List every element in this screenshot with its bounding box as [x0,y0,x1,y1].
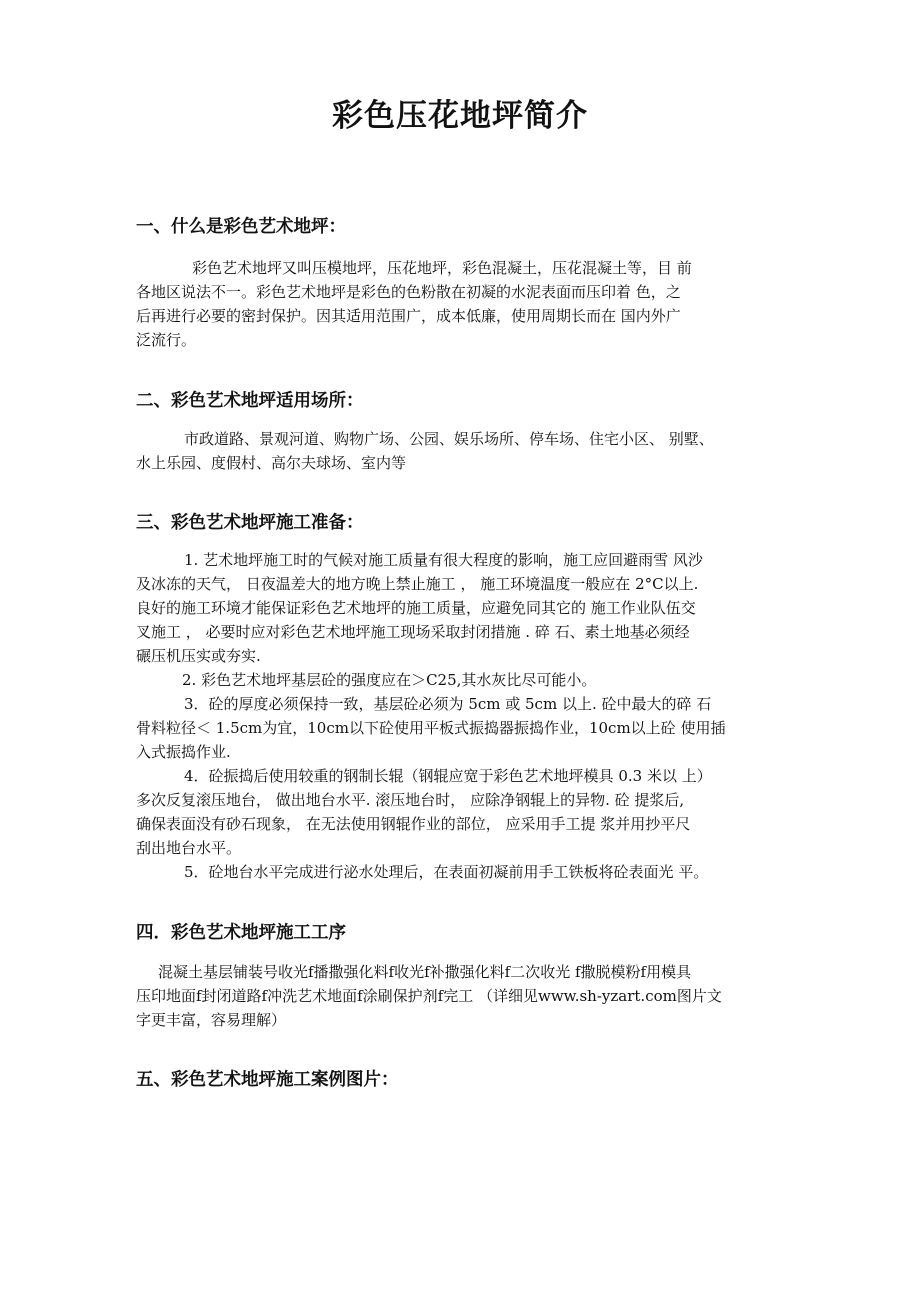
section-3-line-8: 骨料粒径＜ 1.5cm为宜，10cm以下砼使用平板式振捣器振捣作业，10cm以上砼 使用插 [136,719,726,737]
section-4-line-1: 混凝土基层铺装号收光f播撒强化料f收光f补撒强化料f二次收光 f撒脱模粉f用模具 [158,963,692,981]
section-3-line-6: 2. 彩色艺术地坪基层砼的强度应在＞C25,其水灰比尽可能小。 [182,671,597,689]
section-3-line-5: 碾压机压实或夯实. [136,647,261,665]
section-3-line-10: 4．砼振捣后使用较重的钢制长辊（钢辊应宽于彩色艺术地坪模具 0.3 米以 上） [184,767,712,785]
section-3-line-11: 多次反复滚压地台， 做出地台水平. 滚压地台时， 应除净钢辊上的异物. 砼 提浆后, [136,791,685,809]
section-1-body [136,256,816,352]
section-3-line-3: 良好的施工环境才能保证彩色艺术地坪的施工质量，应避免同其它的 施工作业队伍交 [136,599,696,617]
section-3-line-12: 确保表面没有砂石现象， 在无法使用钢辊作业的部位， 应采用手工提 浆并用抄平尺 [136,815,691,833]
section-1-line-1: 彩色艺术地坪又叫压模地坪，压花地坪，彩色混凝土，压花混凝土等，目 前 [192,259,692,277]
section-3-line-4: 叉施工 ， 必要时应对彩色艺术地坪施工现场采取封闭措施 . 碎 石、素土地基必须经 [136,623,690,641]
section-2-heading: 二、彩色艺术地坪适用场所： [136,391,364,411]
section-1-line-2: 各地区说法不一。彩色艺术地坪是彩色的色粉散在初凝的水泥表面而压印着 色，之 [136,283,681,301]
section-4-line-2: 压印地面f封闭道路f冲洗艺术地面f涂刷保护剂f完工 （详细见www.sh-yzart.com图片文 [136,987,722,1005]
page-title: 彩色压花地坪简介 [332,98,588,134]
section-3-line-14: 5．砼地台水平完成进行泌水处理后，在表面初凝前用手工铁板将砼表面光 平。 [184,863,709,881]
section-5-heading: 五、彩色艺术地坪施工案例图片： [136,1070,399,1090]
section-2-body [136,427,816,475]
section-1-heading: 一、什么是彩色艺术地坪： [136,217,346,237]
section-1-line-4: 泛流行。 [136,331,197,349]
section-3-line-13: 刮出地台水平。 [136,839,242,857]
section-4-body [136,960,816,1032]
section-3-line-7: 3．砼的厚度必须保持一致，基层砼必须为 5cm 或 5cm 以上. 砼中最大的碎 石 [184,695,712,713]
section-3-line-9: 入式振捣作业. [136,743,231,761]
section-4-line-3: 字更丰富，容易理解） [136,1011,287,1029]
section-2-line-2: 水上乐园、度假村、高尔夫球场、室内等 [136,454,407,472]
section-1-line-3: 后再进行必要的密封保护。因其适用范围广，成本低廉，使用周期长而在 国内外广 [136,307,681,325]
section-3-body [136,548,816,884]
section-3-line-1: 1. 艺术地坪施工时的气候对施工质量有很大程度的影响，施工应回避雨雪 风沙 [184,551,703,569]
section-3-line-2: 及冰冻的天气， 日夜温差大的地方晚上禁止施工 ， 施工环境温度一般应在 2°C以上. [136,575,699,593]
section-3-heading: 三、彩色艺术地坪施工准备： [136,513,364,533]
section-4-heading: 四．彩色艺术地坪施工工序 [136,923,346,943]
section-2-line-1: 市政道路、景观河道、购物广场、公园、娱乐场所、停车场、住宅小区、 别墅、 [184,430,714,448]
